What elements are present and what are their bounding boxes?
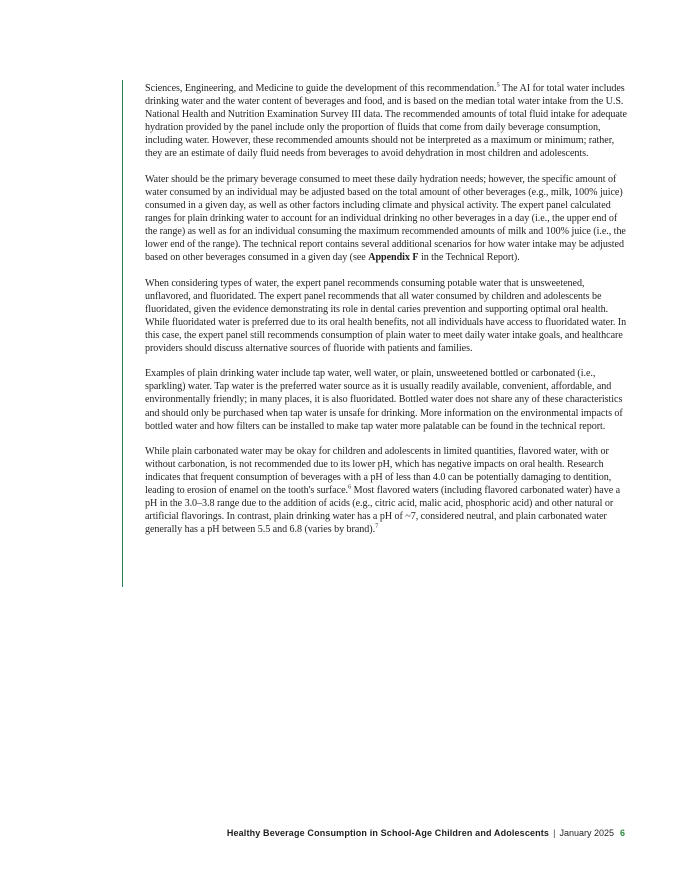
page-number: 6: [619, 828, 625, 838]
page-footer: [227, 828, 625, 838]
appendix-f-reference: Appendix F: [368, 252, 419, 264]
paragraph-4: Examples of plain drinking water include tap water, well water, or plain, unsweetened bottled or carbonated (i.e., sparkling) water. Tap water is the preferred water source as it is usually readily available, convenient, affordable, and environmentally friendly; in many places, it is also fluoridated. Bottled water does not share any of these characteristics and should only be purchased when tap water is unsafe for drinking. More information on the environmental impacts of bottled water and how filters can be installed to make tap water more palatable can be found in the technical report.: [145, 368, 623, 432]
paragraph-2-text-a: Water should be the primary beverage consumed to meet these daily hydration needs; however, the specific amount of water consumed by an individual may be adjusted based on the total amount of other beverages (e.g., milk, 100% juice) consumed in a given day, as well as other factors including climate and physical activity. The expert panel calculated ranges for plain drinking water to account for an individual drinking no other beverages in a day (i.e., the upper end of the range) as well as for an individual consuming the maximum recommended amounts of milk and 100% juice (i.e., the lower end of the range). The technical report contains several additional scenarios for how water intake may be adjusted based on other beverages consumed in a given day (see: [145, 173, 626, 264]
paragraph-1-text-a: Sciences, Engineering, and Medicine to guide the development of this recommendation.: [145, 83, 497, 94]
paragraph-5-text-b: Most flavored waters (including flavored carbonated water) have a pH in the 3.0–3.8 range due to the addition of acids (e.g., citric acid, malic acid, phosphoric acid) and other natural or artificial flavorings. In contrast, plain drinking water has a pH of ~7, considered neutral, and plain carbonated water generally has a pH between 5.5 and 6.8 (varies by brand).: [145, 485, 621, 536]
footnote-ref-7: 7: [375, 523, 379, 531]
body-text: [145, 82, 628, 549]
footer-date: January 2025: [559, 828, 614, 838]
footer-document-title: Healthy Beverage Consumption in School-Age Children and Adolescents: [226, 828, 550, 838]
footnote-ref-6: 6: [348, 483, 352, 491]
paragraph-2: [145, 173, 628, 264]
footer-separator: |: [553, 828, 556, 838]
paragraph-5-text-a: While plain carbonated water may be okay for children and adolescents in limited quantities, flavored water, with or without carbonation, is not recommended due to its lower pH, which has negative impacts on oral health. Research indicates that frequent consumption of beverages with a pH of less than 4.0 can be potentially damaging to dentition, leading to erosion of enamel on the tooth's surface.: [145, 446, 612, 497]
paragraph-1-text-b: The AI for total water includes drinking water and the water content of beverages and food, and is based on the median total water intake from the U.S. National Health and Nutrition Examination Survey III data. The recommended amounts of total fluid intake for adequate hydration provided by the panel include only the proportion of fluids that come from daily beverage consumption, including water. However, these recommended amounts should not be interpreted as a maximum or minimum; rather, they are an estimate of daily fluid needs from beverages to avoid dehydration in most children and adolescents.: [145, 83, 627, 160]
footnote-ref-5: 5: [496, 81, 500, 89]
paragraph-2-text-b: in the Technical Report).: [418, 252, 520, 264]
paragraph-1: [145, 82, 628, 160]
margin-rule: [122, 80, 123, 587]
paragraph-5: [145, 445, 628, 536]
paragraph-3: When considering types of water, the expert panel recommends consuming potable water that is unsweetened, unflavored, and fluoridated. The expert panel recommends that all water consumed by children and adolescents be fluoridated, given the evidence demonstrating its role in dental caries prevention and supporting optimal oral health. While fluoridated water is preferred due to its oral health benefits, not all individuals have access to fluoridated water. In this case, the expert panel still recommends consumption of plain water to meet daily water intake goals, and healthcare providers should discuss alternative sources of fluoride with patients and families.: [145, 277, 627, 354]
